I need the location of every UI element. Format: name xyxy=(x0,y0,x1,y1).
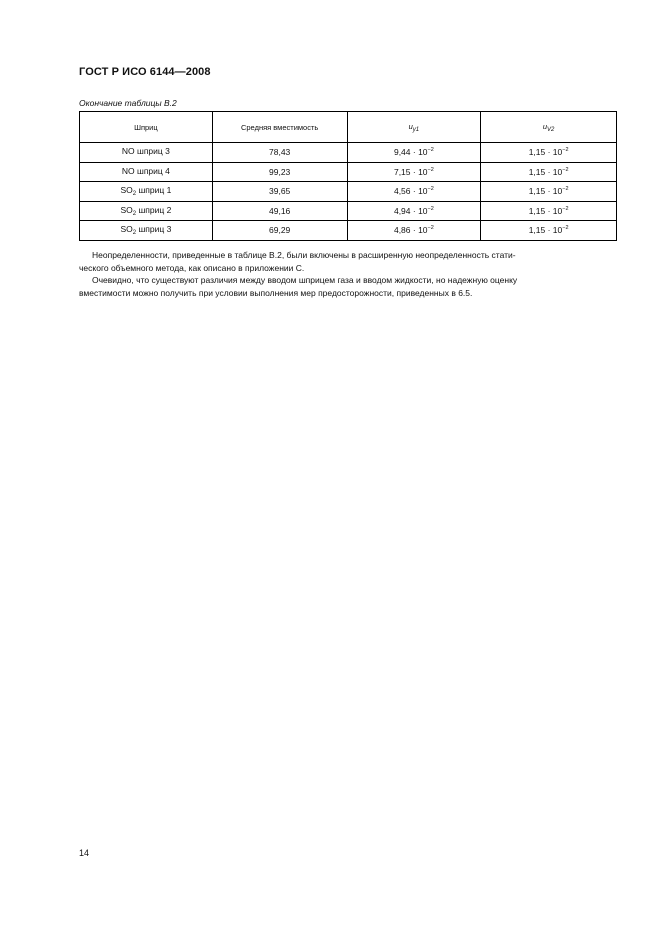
table-row xyxy=(80,201,617,221)
table-caption: Окончание таблицы B.2 xyxy=(79,98,177,108)
cell-average-volume: 78,43 xyxy=(212,143,347,163)
paragraph-difference xyxy=(79,274,616,300)
cell-u2: $1,15 \cdot 10^{-2}$ xyxy=(481,162,617,182)
cell-u2: $1,15 \cdot 10^{-2}$ xyxy=(481,221,617,241)
table-row xyxy=(80,143,617,163)
cell-u2: $1,15 \cdot 10^{-2}$ xyxy=(481,201,617,221)
cell-syringe: NO шприц 4 xyxy=(80,162,213,182)
cell-u1: $4,94 \cdot 10^{-2}$ xyxy=(347,201,481,221)
cell-average-volume: 49,16 xyxy=(212,201,347,221)
paragraph-line: вместимости можно получить при условии выполнения мер предосторожности, приведенных в 6.5. xyxy=(79,288,473,298)
document-header: ГОСТ Р ИСО 6144—2008 xyxy=(79,66,211,78)
column-header-syringe: Шприц xyxy=(80,112,213,143)
cell-average-volume: 99,23 xyxy=(212,162,347,182)
page-number: 14 xyxy=(79,848,90,858)
table-body xyxy=(80,143,617,241)
cell-average-volume: 69,29 xyxy=(212,221,347,241)
cell-u2: $1,15 \cdot 10^{-2}$ xyxy=(481,182,617,202)
cell-u1: $7,15 \cdot 10^{-2}$ xyxy=(347,162,481,182)
table-header-row xyxy=(80,112,617,143)
cell-syringe: NO шприц 3 xyxy=(80,143,213,163)
table-row xyxy=(80,182,617,202)
cell-syringe: $SO_2$ шприц 1 xyxy=(80,182,213,202)
cell-average-volume: 39,65 xyxy=(212,182,347,202)
table-row xyxy=(80,221,617,241)
column-header-average-volume: Средняя вместимость xyxy=(212,112,347,143)
cell-u1: $4,86 \cdot 10^{-2}$ xyxy=(347,221,481,241)
column-header-u1: $u_{y1}$ xyxy=(347,112,481,143)
table-row xyxy=(80,162,617,182)
paragraph-uncertainty xyxy=(79,249,616,275)
cell-u2: $1,15 \cdot 10^{-2}$ xyxy=(481,143,617,163)
column-header-u2: $u_{V2}$ xyxy=(481,112,617,143)
cell-u1: $4,56 \cdot 10^{-2}$ xyxy=(347,182,481,202)
cell-syringe: $SO_2$ шприц 2 xyxy=(80,201,213,221)
cell-syringe: $SO_2$ шприц 3 xyxy=(80,221,213,241)
paragraph-line: ческого объемного метода, как описано в приложении C. xyxy=(79,263,305,273)
paragraph-line: Очевидно, что существуют различия между вводом шприцем газа и вводом жидкости, но надежную оценку xyxy=(92,275,518,285)
cell-u1: $9,44 \cdot 10^{-2}$ xyxy=(347,143,481,163)
data-table xyxy=(79,111,617,241)
paragraph-line: Неопределенности, приведенные в таблице B.2, были включены в расширенную неопределенность стати- xyxy=(92,250,516,260)
